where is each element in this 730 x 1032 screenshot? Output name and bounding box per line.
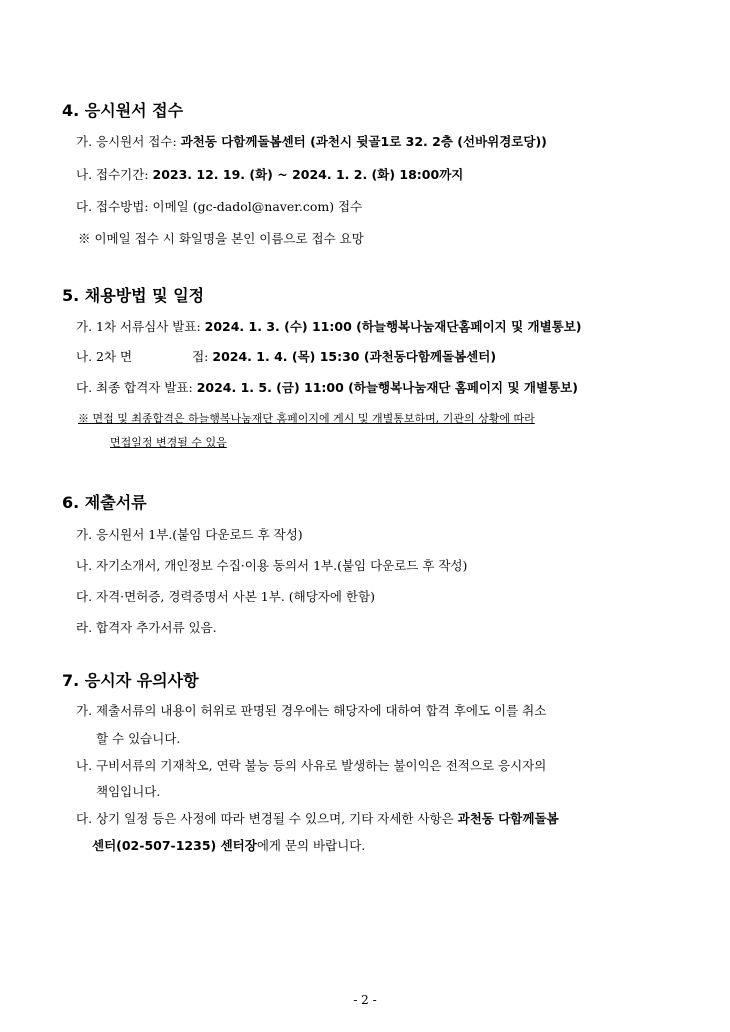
s4-item-a bbox=[76, 133, 547, 151]
s6-item-b: 나. 자기소개서, 개인정보 수집·이용 동의서 1부.(붙임 다운로드 후 작성) bbox=[76, 558, 468, 573]
s6-item-a: 가. 응시원서 1부.(붙임 다운로드 후 작성) bbox=[76, 527, 303, 542]
s4-item-a-label: 가. 응시원서 접수: bbox=[76, 134, 181, 149]
s4-item-b-value: 2023. 12. 19. (화) ~ 2024. 1. 2. (화) 18:00까지 bbox=[152, 167, 464, 182]
s4-item-c: 다. 접수방법: 이메일 (gc-dadol@naver.com) 접수 bbox=[76, 199, 363, 214]
s7-item-b-line-1: 나. 구비서류의 기재착오, 연락 불능 등의 사유로 발생하는 불이익은 전적으로 응시자의 bbox=[76, 758, 547, 773]
s4-item-b bbox=[76, 166, 463, 184]
s5-note-line-1: ※ 면접 및 최종합격은 하늘행복나눔재단 홈페이지에 게시 및 개별통보하며, 기관의 상황에 따라 bbox=[78, 412, 535, 425]
s5-item-c-label: 다. 최종 합격자 발표: bbox=[76, 380, 197, 395]
section-5-heading: 5. 채용방법 및 일정 bbox=[62, 286, 205, 305]
s7-item-a-line-2: 할 수 있습니다. bbox=[96, 731, 181, 746]
s5-item-c bbox=[76, 379, 578, 397]
s4-item-b-label: 나. 접수기간: bbox=[76, 167, 153, 182]
page-number: - 2 - bbox=[353, 993, 377, 1007]
s5-item-a-label: 가. 1차 서류심사 발표: bbox=[76, 319, 205, 334]
s4-note: ※ 이메일 접수 시 화일명을 본인 이름으로 접수 요망 bbox=[78, 231, 364, 246]
s7-item-b-line-2: 책임입니다. bbox=[96, 784, 161, 799]
s6-item-c: 다. 자격·면허증, 경력증명서 사본 1부. (해당자에 한함) bbox=[76, 589, 375, 604]
s5-item-b-label-2: 접: bbox=[192, 349, 213, 364]
s7-item-c-contact: 센터(02-507-1235) 센터장 bbox=[92, 838, 257, 853]
section-7-heading: 7. 응시자 유의사항 bbox=[62, 671, 199, 690]
s5-item-b bbox=[76, 348, 496, 366]
s7-item-c-line-2 bbox=[92, 837, 365, 855]
s7-item-c-center: 과천동 다함께돌봄 bbox=[457, 811, 559, 826]
s7-item-c-line-1 bbox=[76, 810, 559, 828]
s5-note-line-2: 면접일정 변경될 수 있음 bbox=[110, 436, 227, 449]
s5-item-b-value: 2024. 1. 4. (목) 15:30 (과천동다함께돌봄센터) bbox=[212, 349, 497, 364]
s5-item-b-label-1: 나. 2차 면 bbox=[76, 349, 133, 364]
section-4-heading: 4. 응시원서 접수 bbox=[62, 101, 184, 120]
section-6-heading: 6. 제출서류 bbox=[62, 493, 147, 512]
s4-item-a-value: 과천동 다함께돌봄센터 (과천시 뒷골1로 32. 2층 (선바위경로당)) bbox=[180, 134, 547, 149]
s7-item-c-text: 다. 상기 일정 등은 사정에 따라 변경될 수 있으며, 기타 자세한 사항은 bbox=[76, 811, 458, 826]
s5-item-a-value: 2024. 1. 3. (수) 11:00 (하늘행복나눔재단홈페이지 및 개별통보) bbox=[204, 319, 582, 334]
s5-item-c-value: 2024. 1. 5. (금) 11:00 (하늘행복나눔재단 홈페이지 및 개별통보) bbox=[196, 380, 578, 395]
s5-item-a bbox=[76, 318, 582, 336]
s7-item-c-tail: 에게 문의 바랍니다. bbox=[256, 838, 366, 853]
s7-item-a-line-1: 가. 제출서류의 내용이 허위로 판명된 경우에는 해당자에 대하여 합격 후에도 이를 취소 bbox=[76, 703, 547, 718]
s6-item-d: 라. 합격자 추가서류 있음. bbox=[76, 620, 217, 635]
